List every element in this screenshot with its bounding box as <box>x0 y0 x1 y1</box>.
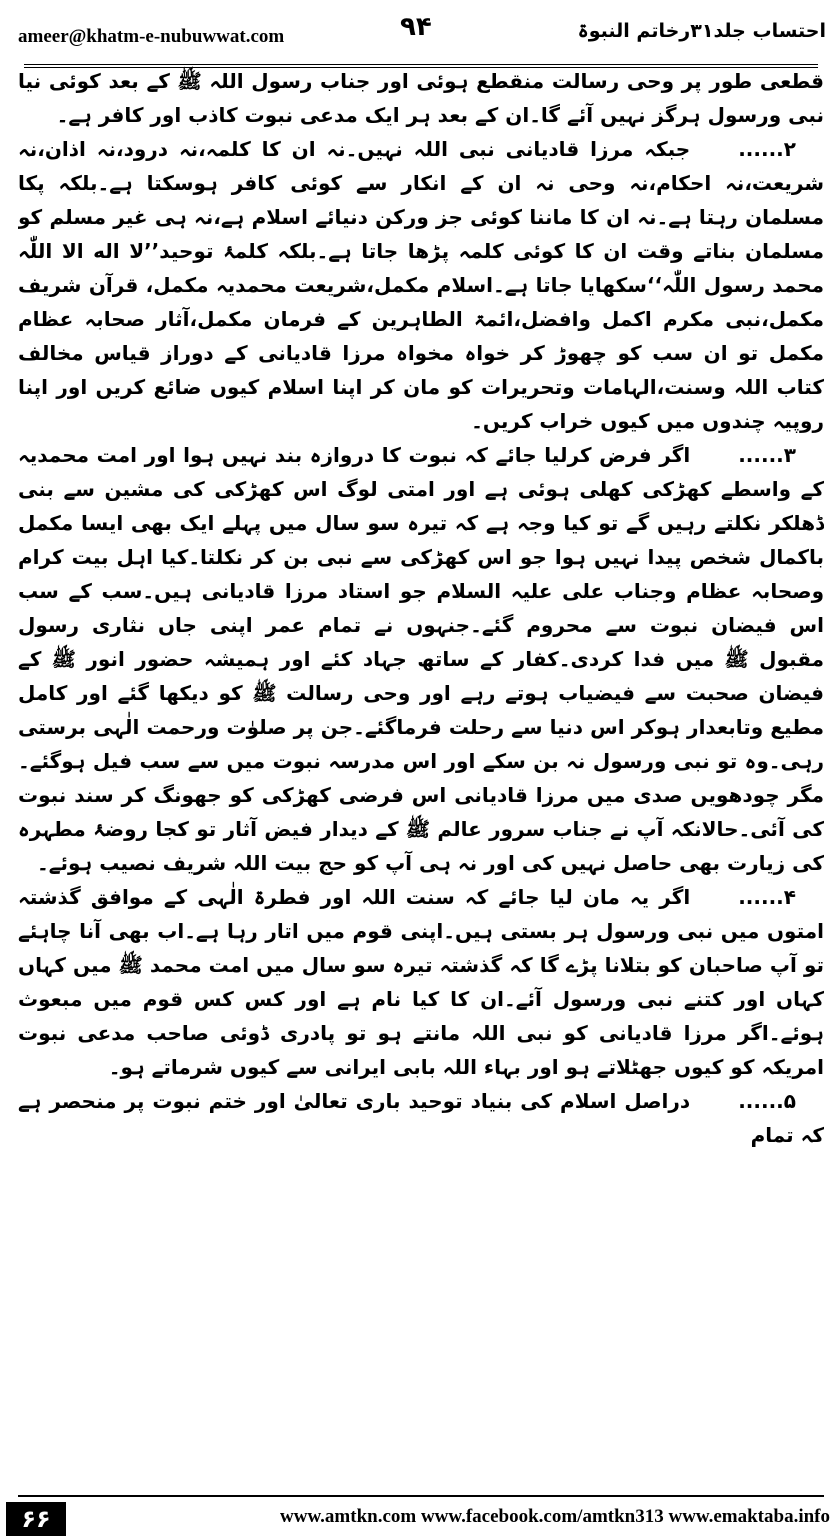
paragraph-number: ۴...... <box>738 885 796 909</box>
header-page-number: ۹۴ <box>400 12 432 42</box>
paragraph-text: قطعی طور پر وحی رسالت منقطع ہوئی اور جناب رسول اللہ ﷺ کے بعد کوئی نیا نبی ورسول ہرگز نہیں آئے گا۔ان کے بعد ہر ایک مدعی نبوت کاذب اور کافر ہے۔ <box>18 69 824 127</box>
footer-links[interactable]: www.amtkn.com www.facebook.com/amtkn313 www.emaktaba.info <box>280 1506 830 1527</box>
paragraph-number: ۵...... <box>738 1089 796 1113</box>
paragraph-text: اگر فرض کرلیا جائے کہ نبوت کا دروازہ بند نہیں ہوا اور امت محمدیہ کے واسطے کھڑکی کھلی ہوئی ہے اور امتی لوگ اس کھڑکی کی مشین سے بنی ڈھلکر نکلتے رہیں گے تو کیا وجہ ہے کہ تیرہ سو سال میں پہلے ایک بھی ایسا مکمل باکمال شخص پیدا نہیں ہوا جو اس کھڑکی سے نبی بن کر نکلتا۔کیا اہل بیت کرام وصحابہ عظام وجناب علی علیہ السلام جو استاد مرزا قادیانی ہیں۔سب کے سب اس فیضان نبوت سے محروم گئے۔جنہوں نے تمام عمر اپنی جاں نثاری رسول مقبول ﷺ میں فدا کردی۔کفار کے ساتھ جہاد کئے اور ہمیشہ حضور انور ﷺ کے فیضان صحبت سے فیضیاب ہوتے رہے اور وحی رسالت ﷺ کو دیکھا گئے اور کامل مطیع وتابعدار ہوکر اس دنیا سے رحلت فرماگئے۔جن پر صلوٰت ورحمت الٰہی برستی رہی۔وہ تو نبی ورسول نہ بن سکے اور اس مدرسہ نبوت میں سے سب فیل ہوگئے۔مگر چودھویں صدی میں مرزا قادیانی اس فرضی کھڑکی کو جھونگ کر سند نبوت کی آئی۔حالانکہ آپ نے جناب سرور عالم ﷺ کے دیدار فیض آثار تو کجا روضۂ مطہرہ کی زیارت بھی حاصل نہیں کی اور نہ ہی آپ کو حج بیت اللہ شریف نصیب ہوئے۔ <box>18 443 824 875</box>
paragraph-2 <box>18 132 824 438</box>
paragraph-4 <box>18 880 824 1084</box>
paragraph-number: ۲...... <box>738 137 796 161</box>
paragraph-number: ۳...... <box>738 443 796 467</box>
page-header <box>14 8 828 60</box>
paragraph-1 <box>18 64 824 132</box>
paragraph-text: جبکہ مرزا قادیانی نبی اللہ نہیں۔نہ ان کا کلمہ،نہ درود،نہ اذان،نہ شریعت،نہ احکام،نہ وحی نہ ان کے انکار سے کوئی کافر ہوسکتا ہے۔بلکہ پکا مسلمان رہتا ہے۔نہ ان کا ماننا کوئی جز ورکن دنیائے اسلام ہے،نہ ہی غیر مسلم کو مسلمان بناتے وقت ان کا کوئی کلمہ پڑھا جاتا ہے۔بلکہ کلمۂ توحید’’لا اله الا اللّٰہ محمد رسول اللّٰہ‘‘سکھایا جاتا ہے۔اسلام مکمل،شریعت محمدیہ مکمل، قرآن شریف مکمل،نبی مکرم اکمل وافضل،ائمۃ الطاہرین کے فرمان مکمل،آثار صحابہ عظام مکمل تو ان سب کو چھوڑ کر خواہ مخواہ مرزا قادیانی کے دوراز قیاس مخالف کتاب اللہ وسنت،الہامات وتحریرات کو مان کر اپنا اسلام کیوں ضائع کریں اور اپنا روپیہ چندوں میں کیوں خراب کریں۔ <box>18 137 824 433</box>
header-email[interactable]: ameer@khatm-e-nubuwwat.com <box>18 26 285 47</box>
header-book-title: احتساب جلد۳۱رخاتم النبوۃ <box>577 20 826 42</box>
footer-divider <box>18 1495 824 1497</box>
paragraph-3 <box>18 438 824 880</box>
paragraph-text: اگر یہ مان لیا جائے کہ سنت اللہ اور فطرۃ الٰہی کے موافق گذشتہ امتوں میں نبی ورسول ہر بستی ہیں۔اپنی قوم میں اتار رہا ہے۔اب بھی آنا چاہئے تو آپ صاحبان کو بتلانا پڑے گا کہ گذشتہ تیرہ سو سال میں امت محمد ﷺ میں کہاں کہاں اور کتنے نبی ورسول آئے۔ان کا کیا نام ہے اور کس کس قوم میں مبعوث ہوئے۔اگر مرزا قادیانی کو نبی اللہ مانتے ہو تو پادری ڈوئی صاحب مدعی نبوت امریکہ کو کیوں جھٹلاتے ہو اور بہاء اللہ بابی ایرانی سے کیوں شرماتے ہو۔ <box>18 885 824 1079</box>
paragraph-text: دراصل اسلام کی بنیاد توحید باری تعالیٰ اور ختم نبوت پر منحصر ہے کہ تمام <box>18 1089 824 1147</box>
footer-page-box: ۶۶ <box>6 1502 66 1536</box>
paragraph-5 <box>18 1084 824 1152</box>
page-body <box>18 64 824 1480</box>
